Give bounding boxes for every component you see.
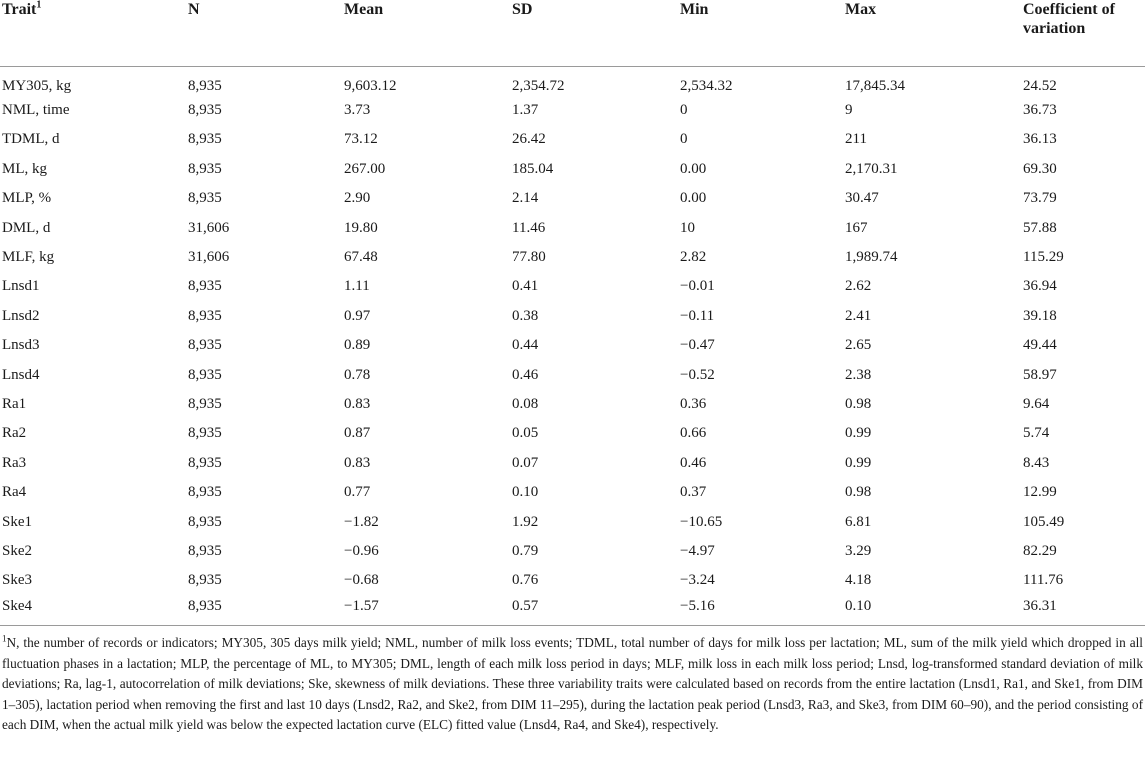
cell-n: 8,935 <box>188 542 222 559</box>
table-row <box>0 419 1145 448</box>
cell-trait: NML, time <box>2 102 70 119</box>
cell-max: 0.98 <box>845 395 872 412</box>
table-row <box>0 184 1145 213</box>
cell-mean: 0.78 <box>344 366 371 383</box>
cell-cv: 105.49 <box>1023 513 1065 530</box>
cell-cv: 82.29 <box>1023 542 1057 559</box>
cell-max: 211 <box>845 131 867 148</box>
cell-mean: 19.80 <box>344 219 378 236</box>
cell-max: 167 <box>845 219 868 236</box>
cell-min: 0.46 <box>680 454 707 471</box>
cell-cv: 57.88 <box>1023 219 1057 236</box>
cell-n: 8,935 <box>188 572 222 589</box>
cell-n: 8,935 <box>188 278 222 295</box>
cell-sd: 0.79 <box>512 542 539 559</box>
cell-sd: 0.44 <box>512 337 539 354</box>
cell-mean: 67.48 <box>344 249 378 266</box>
cell-mean: 0.97 <box>344 307 371 324</box>
cell-min: −0.47 <box>680 337 715 354</box>
cell-n: 8,935 <box>188 597 222 614</box>
cell-min: 0.36 <box>680 395 707 412</box>
cell-trait: MY305, kg <box>2 77 72 94</box>
header-max: Max <box>843 0 1021 67</box>
cell-mean: 73.12 <box>344 131 378 148</box>
cell-max: 0.10 <box>845 597 872 614</box>
cell-n: 8,935 <box>188 513 222 530</box>
cell-n: 8,935 <box>188 190 222 207</box>
table-row <box>0 360 1145 389</box>
cell-cv: 9.64 <box>1023 395 1050 412</box>
cell-min: −3.24 <box>680 572 715 589</box>
cell-sd: 2.14 <box>512 190 539 207</box>
cell-max: 0.99 <box>845 454 872 471</box>
cell-mean: 0.77 <box>344 484 371 501</box>
header-min: Min <box>678 0 843 67</box>
table-row <box>0 213 1145 242</box>
cell-n: 8,935 <box>188 160 222 177</box>
cell-trait: Ra3 <box>2 454 27 471</box>
header-n: N <box>186 0 342 67</box>
cell-sd: 0.05 <box>512 425 539 442</box>
cell-min: 0.37 <box>680 484 707 501</box>
cell-max: 30.47 <box>845 190 879 207</box>
cell-trait: Ra4 <box>2 484 27 501</box>
cell-mean: −1.57 <box>344 597 379 614</box>
cell-mean: 2.90 <box>344 190 371 207</box>
cell-cv: 73.79 <box>1023 190 1057 207</box>
cell-max: 2,170.31 <box>845 160 898 177</box>
cell-trait: Lnsd3 <box>2 337 40 354</box>
cell-n: 8,935 <box>188 102 222 119</box>
cell-trait: Ske3 <box>2 572 32 589</box>
table-row <box>0 566 1145 595</box>
cell-mean: −0.96 <box>344 542 379 559</box>
cell-cv: 39.18 <box>1023 307 1057 324</box>
cell-mean: −0.68 <box>344 572 379 589</box>
table-row <box>0 155 1145 184</box>
cell-cv: 36.13 <box>1023 131 1057 148</box>
cell-max: 2.65 <box>845 337 872 354</box>
cell-cv: 36.31 <box>1023 597 1057 614</box>
cell-trait: Ra2 <box>2 425 27 442</box>
cell-min: 0.00 <box>680 190 707 207</box>
cell-max: 2.38 <box>845 366 872 383</box>
table-row <box>0 243 1145 272</box>
cell-mean: 1.11 <box>344 278 370 295</box>
cell-trait: Ra1 <box>2 395 27 412</box>
cell-trait: DML, d <box>2 219 51 236</box>
cell-sd: 0.10 <box>512 484 539 501</box>
cell-max: 1,989.74 <box>845 249 898 266</box>
table-row <box>0 272 1145 301</box>
cell-mean: 9,603.12 <box>344 77 397 94</box>
cell-sd: 0.57 <box>512 597 539 614</box>
footnote-marker: 1 <box>2 633 7 644</box>
cell-trait: Ske2 <box>2 542 32 559</box>
cell-trait: TDML, d <box>2 131 60 148</box>
cell-mean: −1.82 <box>344 513 379 530</box>
cell-n: 31,606 <box>188 219 230 236</box>
cell-trait: Ske4 <box>2 597 32 614</box>
cell-mean: 0.87 <box>344 425 371 442</box>
cell-max: 2.62 <box>845 278 872 295</box>
table-body <box>0 67 1145 625</box>
footnote-marker: 1 <box>36 0 42 11</box>
cell-sd: 26.42 <box>512 131 546 148</box>
cell-n: 8,935 <box>188 307 222 324</box>
cell-cv: 115.29 <box>1023 249 1064 266</box>
cell-min: −4.97 <box>680 542 715 559</box>
cell-sd: 2,354.72 <box>512 77 565 94</box>
table-row <box>0 537 1145 566</box>
header-coefficient-of-variation: Coefficient of variation <box>1021 0 1145 67</box>
cell-min: 0 <box>680 131 688 148</box>
table-row <box>0 331 1145 360</box>
cell-sd: 0.76 <box>512 572 539 589</box>
table-row <box>0 302 1145 331</box>
cell-sd: 11.46 <box>512 219 546 236</box>
cell-sd: 185.04 <box>512 160 554 177</box>
cell-trait: ML, kg <box>2 160 47 177</box>
cell-min: −0.01 <box>680 278 715 295</box>
cell-cv: 69.30 <box>1023 160 1057 177</box>
table-row <box>0 390 1145 419</box>
header-mean: Mean <box>342 0 510 67</box>
cell-cv: 5.74 <box>1023 425 1050 442</box>
cell-min: 0 <box>680 102 688 119</box>
table-row <box>0 507 1145 536</box>
cell-trait: MLF, kg <box>2 249 55 266</box>
table-row <box>0 67 1145 96</box>
cell-sd: 0.46 <box>512 366 539 383</box>
cell-min: 0.00 <box>680 160 707 177</box>
table-row <box>0 449 1145 478</box>
cell-sd: 1.92 <box>512 513 539 530</box>
cell-trait: MLP, % <box>2 190 52 207</box>
cell-min: −10.65 <box>680 513 723 530</box>
cell-n: 8,935 <box>188 454 222 471</box>
cell-n: 31,606 <box>188 249 230 266</box>
footnote-text: N, the number of records or indicators; MY305, 305 days milk yield; NML, number of milk loss events; TDML, total number of days for milk loss per lactation; ML, sum of the milk yield which dropped in all fluctuation phases in a lactation; MLP, the percentage of ML, to MY305; DML, length of each milk loss period in days; MLF, milk loss in each milk loss period; Lnsd, log-transformed standard deviation of milk deviations; Ra, lag-1, autocorrelation of milk deviations; Ske, skewness of milk deviations. These three variability traits were calculated based on records from the entire lactation (Lnsd1, Ra1, and Ske1, from DIM 1–305), lactation period when removing the first and last 10 days (Lnsd2, Ra2, and Ske2, from DIM 11–295), during the lactation peak period (Lnsd3, Ra3, and Ske3, from DIM 60–90), and the period consisting of each DIM, when the actual milk yield was below the expected lactation curve (ELC) fitted value (Lnsd4, Ra4, and Ske4), respectively. <box>2 634 1143 733</box>
cell-max: 6.81 <box>845 513 872 530</box>
table-row <box>0 478 1145 507</box>
cell-mean: 0.83 <box>344 454 371 471</box>
cell-trait: Lnsd1 <box>2 278 40 295</box>
cell-max: 0.99 <box>845 425 872 442</box>
cell-mean: 0.83 <box>344 395 371 412</box>
cell-sd: 1.37 <box>512 102 539 119</box>
cell-max: 2.41 <box>845 307 872 324</box>
cell-sd: 0.08 <box>512 395 539 412</box>
cell-cv: 36.94 <box>1023 278 1057 295</box>
table-row <box>0 125 1145 154</box>
cell-min: 2,534.32 <box>680 77 733 94</box>
cell-cv: 8.43 <box>1023 454 1050 471</box>
cell-min: 2.82 <box>680 249 707 266</box>
cell-max: 17,845.34 <box>845 77 905 94</box>
cell-min: 10 <box>680 219 695 236</box>
cell-min: −0.11 <box>680 307 715 324</box>
table-row <box>0 96 1145 125</box>
cell-mean: 0.89 <box>344 337 371 354</box>
cell-trait: Lnsd4 <box>2 366 40 383</box>
header-sd: SD <box>510 0 678 67</box>
cell-sd: 77.80 <box>512 249 546 266</box>
cell-trait: Ske1 <box>2 513 32 530</box>
cell-max: 4.18 <box>845 572 872 589</box>
cell-mean: 267.00 <box>344 160 386 177</box>
cell-n: 8,935 <box>188 77 222 94</box>
cell-sd: 0.07 <box>512 454 539 471</box>
cell-cv: 24.52 <box>1023 77 1057 94</box>
cell-cv: 12.99 <box>1023 484 1057 501</box>
table-footnote <box>0 626 1145 736</box>
table-row <box>0 596 1145 625</box>
cell-max: 3.29 <box>845 542 872 559</box>
cell-n: 8,935 <box>188 425 222 442</box>
cell-trait: Lnsd2 <box>2 307 40 324</box>
cell-n: 8,935 <box>188 484 222 501</box>
table-header-row <box>0 0 1145 67</box>
cell-sd: 0.41 <box>512 278 539 295</box>
cell-cv: 58.97 <box>1023 366 1057 383</box>
cell-n: 8,935 <box>188 131 222 148</box>
cell-max: 9 <box>845 102 853 119</box>
cell-n: 8,935 <box>188 395 222 412</box>
cell-n: 8,935 <box>188 366 222 383</box>
cell-mean: 3.73 <box>344 102 371 119</box>
header-trait: Trait$^1$ <box>0 0 186 67</box>
cell-min: 0.66 <box>680 425 707 442</box>
cell-cv: 49.44 <box>1023 337 1057 354</box>
cell-cv: 36.73 <box>1023 102 1057 119</box>
cell-min: −0.52 <box>680 366 715 383</box>
cell-max: 0.98 <box>845 484 872 501</box>
cell-cv: 111.76 <box>1023 572 1064 589</box>
cell-sd: 0.38 <box>512 307 539 324</box>
cell-n: 8,935 <box>188 337 222 354</box>
cell-min: −5.16 <box>680 597 715 614</box>
